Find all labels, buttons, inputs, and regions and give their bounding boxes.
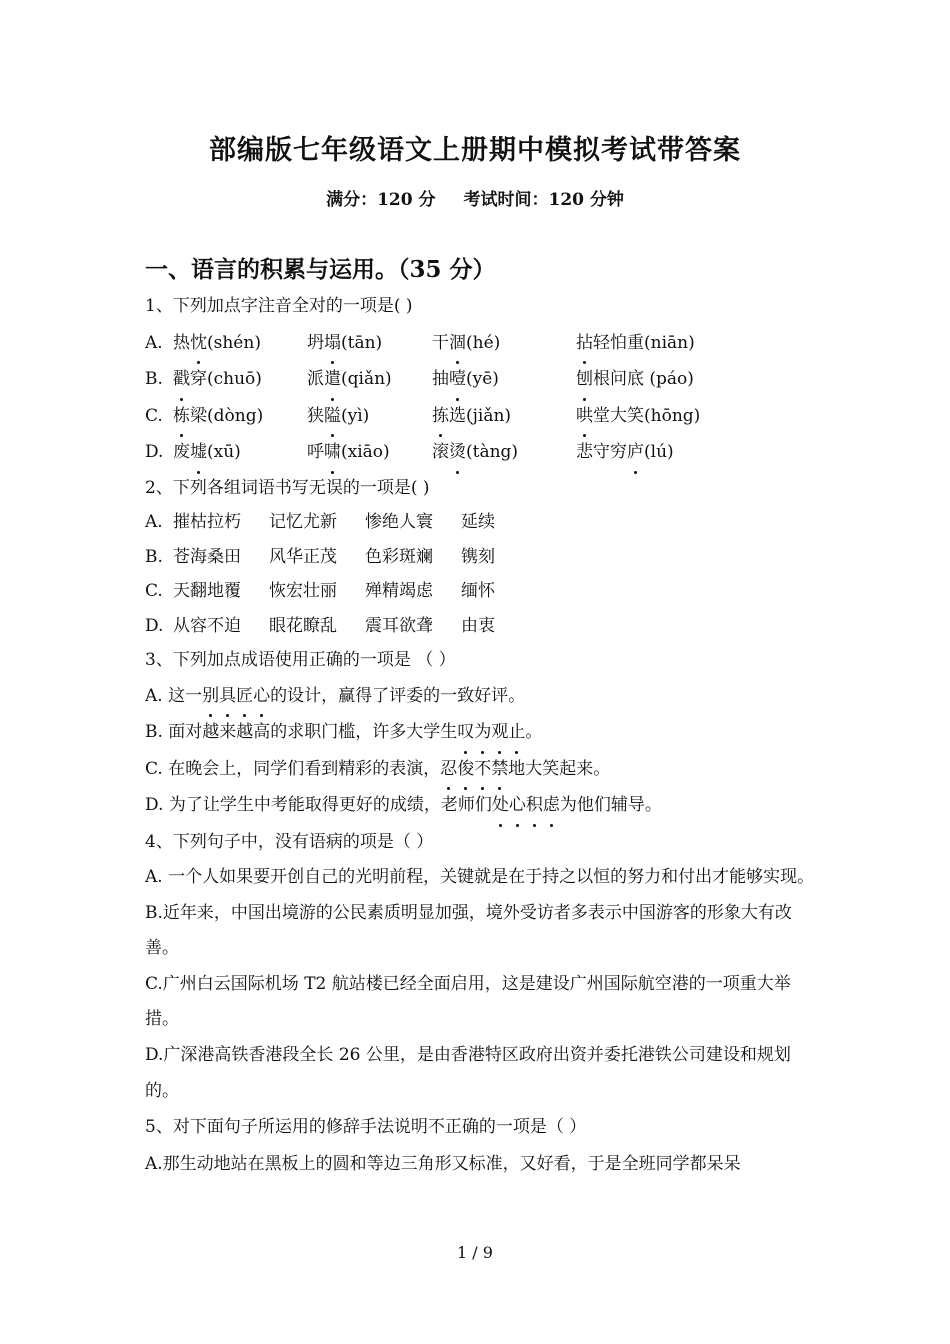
dotted-char: 虑: [543, 787, 560, 824]
option-row: [145, 325, 815, 362]
item-text: 抽: [432, 369, 449, 389]
item-text: 废: [173, 442, 190, 462]
option-row: [145, 787, 815, 824]
option-row: [145, 714, 815, 751]
word-item: 苍海桑田: [173, 546, 241, 567]
word-item: 风华正茂: [269, 546, 337, 567]
pinyin-item: [432, 398, 576, 435]
question-5-options: [145, 1146, 815, 1183]
dotted-char: 心: [509, 787, 526, 824]
item-text: (shén): [207, 332, 261, 353]
dotted-idiom: [492, 795, 560, 815]
exam-info: [0, 185, 950, 210]
pinyin-item: [173, 434, 307, 471]
dotted-char: 处: [492, 787, 509, 824]
option-paragraph: A.那生动地站在黑板上的圆和等边三角形又标准，又好看，于是全班同学都呆呆: [145, 1153, 741, 1174]
option-row: [145, 434, 815, 471]
word-item: 天翻地覆: [173, 581, 241, 601]
item-text: (tàng): [466, 442, 519, 462]
option-label: B.: [145, 546, 163, 567]
option-text: 。: [525, 722, 543, 742]
item-text: 狭: [307, 405, 324, 426]
item-text: (hé): [466, 332, 501, 353]
option-text: 地大笑起来。: [508, 758, 611, 779]
option-label: B.: [145, 369, 163, 389]
dotted-char: 叹: [457, 714, 474, 751]
item-text: (qiǎn): [341, 369, 392, 389]
option-text: C. 在晚会上，同学们看到精彩的表演，: [145, 758, 441, 779]
dotted-char: 涸: [449, 325, 466, 362]
dotted-idiom: [202, 686, 270, 706]
option-paragraph: A. 一个人如果要开创自己的光明前程，关键就是在于持之以恒的努力和付出才能够实现。: [145, 867, 815, 887]
dotted-char: 具: [219, 678, 236, 715]
dotted-char: 为: [474, 714, 491, 751]
option-text: D. 为了让学生中考能取得更好的成绩，老师们: [145, 795, 492, 815]
full-score: 满分：120 分: [326, 190, 436, 210]
question-4-options: [145, 860, 815, 1109]
word-item: 延续: [461, 512, 495, 532]
option-text: A. 这一: [145, 685, 203, 706]
pinyin-item: [576, 434, 674, 471]
word-item: 色彩斑斓: [365, 546, 433, 567]
dotted-char: 心: [253, 678, 270, 715]
word-item: 摧枯拉朽: [173, 512, 241, 532]
option-text: 为他们辅导。: [559, 795, 662, 815]
item-text: 堂大笑(hōng): [593, 405, 701, 426]
word-item: 从容不迫: [173, 615, 241, 636]
option-paragraph: C.广州白云国际机场 T2 航站楼已经全面启用，这是建设广州国际航空港的一项重大举措。: [145, 973, 791, 1030]
dotted-char: 匠: [236, 678, 253, 715]
item-text: 干: [432, 332, 449, 353]
dotted-char: 积: [526, 787, 543, 824]
word-item: 由衷: [461, 615, 495, 636]
question-2-stem: 2、下列各组词语书写无误的一项是( ): [145, 477, 430, 498]
question-1-stem: 1、下列加点字注音全对的一项是( ): [145, 296, 413, 316]
dotted-char: 塌: [324, 325, 341, 362]
word-item: 殚精竭虑: [365, 581, 433, 601]
pinyin-item: [173, 325, 307, 362]
item-text: 呼: [307, 442, 324, 462]
question-3-options: [145, 678, 815, 824]
dotted-char: 禁: [491, 751, 508, 788]
pinyin-item: [307, 434, 432, 471]
dotted-char: 戳: [173, 361, 190, 398]
exam-content: [145, 252, 815, 1182]
word-item: 缅怀: [461, 581, 495, 601]
section-heading: 一、语言的积累与运用。（35 分）: [145, 256, 496, 283]
option-label: D.: [145, 442, 164, 462]
item-text: (yì): [341, 405, 370, 426]
item-text: 悲守穷: [576, 442, 627, 462]
pinyin-item: [432, 361, 576, 398]
word-item: 恢宏壮丽: [269, 581, 337, 601]
dotted-char: 啸: [324, 434, 341, 471]
dotted-char: 噎: [449, 361, 466, 398]
dotted-idiom: [440, 759, 508, 779]
question-1-options: [145, 325, 815, 471]
pinyin-item: [307, 325, 432, 362]
word-item: 镌刻: [461, 546, 495, 567]
pinyin-item: [307, 361, 432, 398]
dotted-char: 烫: [449, 434, 466, 471]
option-label: A.: [145, 512, 163, 532]
pinyin-item: [432, 325, 576, 362]
pinyin-item: [307, 398, 432, 435]
word-item: 惨绝人寰: [365, 512, 433, 532]
page-number: 1 / 9: [457, 1243, 493, 1262]
item-text: 选(jiǎn): [449, 405, 512, 426]
item-text: 滚: [432, 442, 449, 462]
word-item: 记忆尤新: [269, 512, 337, 532]
dotted-char: 刨: [576, 361, 593, 398]
item-text: (yē): [466, 369, 499, 389]
item-text: 派: [307, 369, 324, 389]
item-text: 坍: [307, 332, 324, 353]
option-label: C.: [145, 405, 163, 426]
option-label: A.: [145, 332, 163, 353]
option-text: 的设计，赢得了评委的一致好评。: [270, 685, 526, 706]
option-row: [145, 751, 815, 788]
option-text: B. 面对越来越高的求职门槛，许多大学生: [145, 722, 458, 742]
pinyin-item: [173, 361, 307, 398]
dotted-char: 不: [474, 751, 491, 788]
item-text: (lú): [644, 442, 674, 462]
item-text: 轻怕重(niān): [593, 332, 695, 353]
dotted-char: 墟: [190, 434, 207, 471]
option-row: [145, 505, 815, 540]
dotted-char: 拈: [576, 325, 593, 362]
exam-time: 考试时间：120 分钟: [463, 190, 624, 210]
dotted-char: 栋: [173, 398, 190, 435]
option-row: [145, 678, 815, 715]
word-item: 眼花瞭乱: [269, 615, 337, 636]
item-text: (tān): [341, 332, 383, 353]
item-text: (xiāo): [341, 442, 390, 462]
dotted-char: 别: [202, 678, 219, 715]
item-text: 根问底 (páo): [593, 369, 694, 389]
page-title: 部编版七年级语文上册期中模拟考试带答案: [209, 135, 741, 166]
dotted-char: 观: [491, 714, 508, 751]
pinyin-item: [576, 325, 695, 362]
option-row: [145, 361, 815, 398]
option-paragraph: D.广深港高铁香港段全长 26 公里，是由香港特区政府出资并委托港铁公司建设和规划的。: [145, 1044, 791, 1101]
question-3-stem: 3、下列加点成语使用正确的一项是 （ ）: [145, 650, 456, 670]
item-text: 梁(dòng): [190, 405, 264, 426]
pinyin-item: [173, 398, 307, 435]
pinyin-item: [432, 434, 576, 471]
option-row: [145, 609, 815, 644]
item-text: (xū): [207, 442, 241, 462]
option-row: [145, 398, 815, 435]
dotted-char: 忱: [190, 325, 207, 362]
item-text: 热: [173, 332, 190, 353]
question-2-options: [145, 505, 815, 643]
option-label: C.: [145, 581, 163, 601]
question-5-stem: 5、对下面句子所运用的修辞手法说明不正确的一项是（ ）: [145, 1117, 587, 1138]
dotted-char: 忍: [440, 751, 457, 788]
item-text: 穿(chuō): [190, 369, 262, 389]
dotted-char: 庐: [627, 434, 644, 471]
dotted-char: 隘: [324, 398, 341, 435]
dotted-char: 哄: [576, 398, 593, 435]
option-row: [145, 574, 815, 609]
option-paragraph: B.近年来，中国出境游的公民素质明显加强，境外受访者多表示中国游客的形象大有改善。: [145, 902, 792, 959]
dotted-char: 俊: [457, 751, 474, 788]
option-label: D.: [145, 615, 164, 636]
dotted-idiom: [457, 722, 525, 742]
dotted-char: 拣: [432, 398, 449, 435]
pinyin-item: [576, 398, 700, 435]
question-4-stem: 4、下列句子中，没有语病的项是（ ）: [145, 831, 434, 852]
option-row: [145, 540, 815, 575]
pinyin-item: [576, 361, 694, 398]
dotted-char: 止: [508, 714, 525, 751]
word-item: 震耳欲聋: [365, 615, 433, 636]
dotted-char: 遣: [324, 361, 341, 398]
